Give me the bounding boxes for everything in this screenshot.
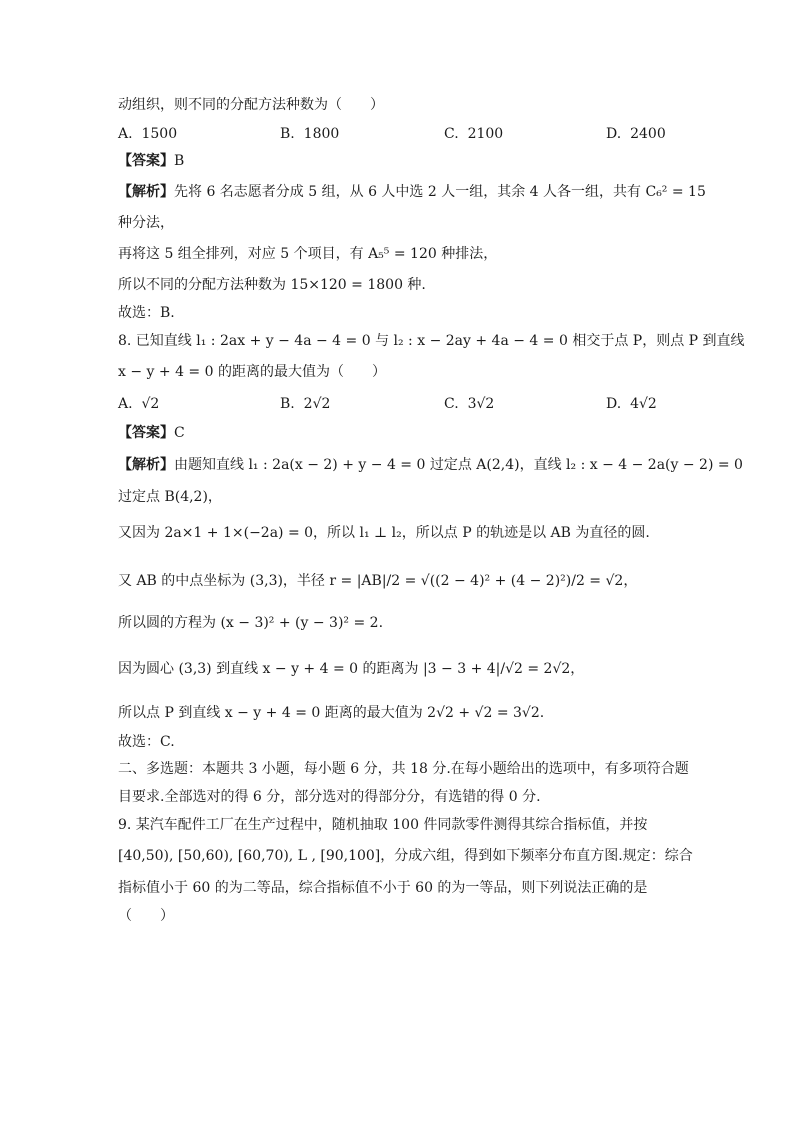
q8-analysis-line-7: 所以点 P 到直线 x − y + 4 = 0 距离的最大值为 2√2 + √2 = 3√2. [118, 705, 545, 721]
q7-option-a [118, 124, 177, 144]
option-value: 3√2 [467, 396, 495, 412]
analysis-text: 由题知直线 l₁ : 2a(x − 2) + y − 4 = 0 过定点 A(2,4)，直线 l₂ : x − 4 − 2a(y − 2) = 0 [174, 457, 743, 473]
q8-option-c [444, 394, 494, 414]
q9-stem-line-3: 指标值小于 60 的为二等品，综合指标值不小于 60 的为一等品，则下列说法正确的是 [118, 880, 648, 896]
q8-option-a [118, 394, 159, 414]
q8-conclusion: 故选：C. [118, 734, 175, 750]
option-value: 1800 [303, 126, 340, 142]
q8-stem-line-1: 8. 已知直线 l₁ : 2ax + y − 4a − 4 = 0 与 l₂ : x − 2ay + 4a − 4 = 0 相交于点 P，则点 P 到直线 [118, 333, 745, 349]
option-label: B. [280, 126, 295, 142]
q8-analysis-line-4: 又 AB 的中点坐标为 (3,3)，半径 r = |AB|/2 = √((2 − 4)² + (4 − 2)²)/2 = √2， [118, 573, 638, 589]
q7-answer [118, 151, 184, 171]
option-label: C. [444, 396, 459, 412]
q7-option-d [606, 124, 666, 144]
q7-option-c [444, 124, 503, 144]
q8-analysis-line-6: 因为圆心 (3,3) 到直线 x − y + 4 = 0 的距离为 |3 − 3 + 4|/√2 = 2√2， [118, 661, 585, 677]
answer-value: C [174, 425, 185, 441]
answer-label: 【答案】 [118, 425, 174, 441]
option-value: 2100 [467, 126, 504, 142]
option-label: B. [280, 396, 295, 412]
analysis-text: 先将 6 名志愿者分成 5 组，从 6 人中选 2 人一组，其余 4 人各一组，共有 C₆² = 15 [174, 184, 706, 200]
q7-analysis-line-4: 所以不同的分配方法种数为 15×120 = 1800 种. [118, 277, 426, 293]
option-value: 4√2 [630, 396, 657, 412]
answer-value: B [174, 153, 185, 169]
option-value: √2 [141, 396, 160, 412]
analysis-label: 【解析】 [118, 457, 174, 473]
q8-option-d [606, 394, 657, 414]
q7-analysis-line-2: 种分法， [118, 215, 174, 231]
q8-analysis-line-5: 所以圆的方程为 (x − 3)² + (y − 3)² = 2. [118, 615, 384, 631]
q7-analysis-line-3: 再将这 5 组全排列，对应 5 个项目，有 A₅⁵ = 120 种排法， [118, 246, 498, 262]
q7-stem-tail: 动组织，则不同的分配方法种数为（ ） [118, 97, 384, 113]
q8-stem-line-2: x − y + 4 = 0 的距离的最大值为（ ） [118, 364, 386, 380]
q9-stem-line-2: [40,50), [50,60), [60,70), L , [90,100]，分成六组，得到如下频率分布直方图.规定：综合 [118, 848, 693, 864]
option-label: C. [444, 126, 459, 142]
q8-analysis-line-2: 过定点 B(4,2)， [118, 489, 222, 505]
q7-option-b [280, 124, 339, 144]
answer-label: 【答案】 [118, 153, 174, 169]
q7-conclusion: 故选：B. [118, 305, 175, 321]
q8-answer [118, 423, 185, 443]
analysis-label: 【解析】 [118, 184, 174, 200]
q7-analysis-line-1 [118, 182, 706, 202]
q9-stem-line-4: （ ） [118, 908, 174, 924]
option-label: A. [118, 126, 133, 142]
section-2-instructions-line-1: 二、多选题：本题共 3 小题，每小题 6 分，共 18 分.在每小题给出的选项中，有多项符合题 [118, 761, 689, 777]
option-value: 2400 [630, 126, 666, 142]
option-value: 1500 [141, 126, 178, 142]
option-label: D. [606, 396, 622, 412]
q8-option-b [280, 394, 330, 414]
section-2-instructions-line-2: 目要求.全部选对的得 6 分，部分选对的得部分分，有选错的得 0 分. [118, 789, 541, 805]
q8-analysis-line-3: 又因为 2a×1 + 1×(−2a) = 0，所以 l₁ ⊥ l₂，所以点 P 的轨迹是以 AB 为直径的圆. [118, 525, 650, 541]
q9-stem-line-1: 9. 某汽车配件工厂在生产过程中，随机抽取 100 件同款零件测得其综合指标值，并按 [118, 817, 648, 833]
option-value: 2√2 [303, 396, 331, 412]
option-label: A. [118, 396, 133, 412]
q8-analysis-line-1 [118, 455, 743, 475]
option-label: D. [606, 126, 622, 142]
